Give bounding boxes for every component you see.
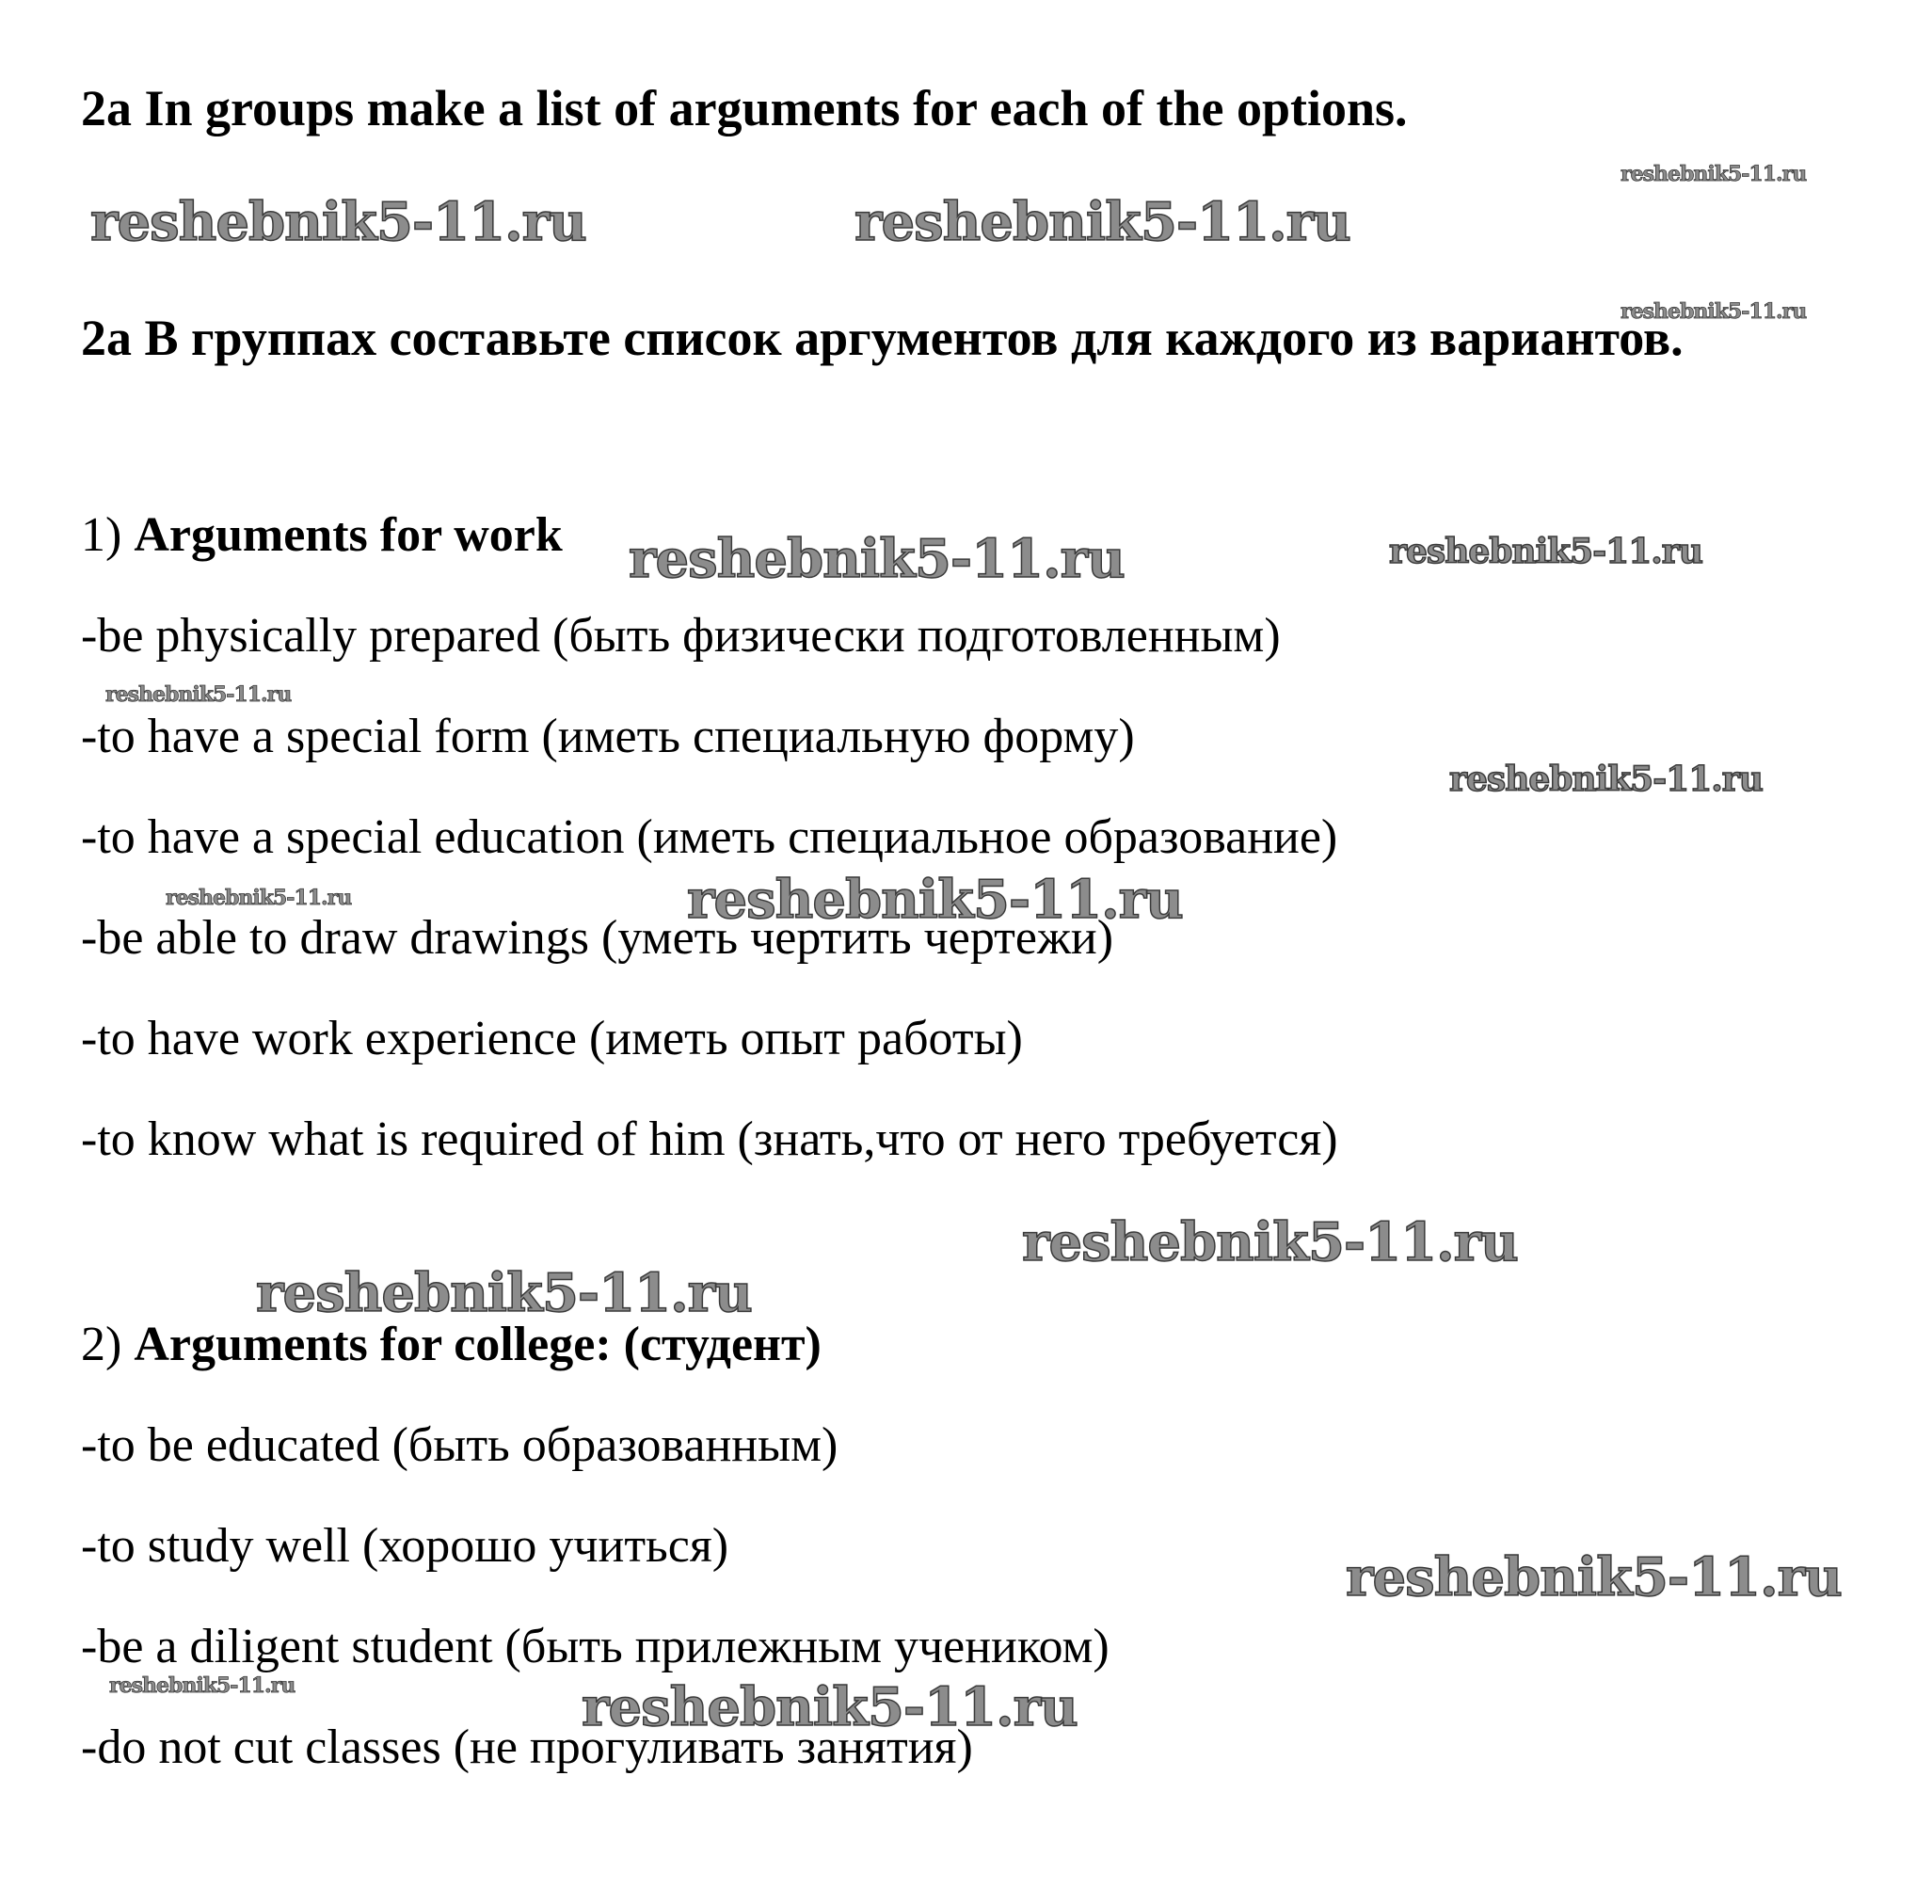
list-item: -be physically prepared (быть физически подготовленным) [81,609,1281,663]
list-item: -to know what is required of him (знать,что от него требуется) [81,1112,1338,1166]
watermark: reshebnik5-11.ru [109,1673,295,1698]
list-item: -to be educated (быть образованным) [81,1418,838,1472]
watermark: reshebnik5-11.ru [256,1262,752,1324]
watermark: reshebnik5-11.ru [854,191,1350,253]
list-item: -do not cut classes (не прогуливать занятия) [81,1720,973,1774]
section-2-number: 2) [81,1318,122,1371]
watermark: reshebnik5-11.ru [582,1676,1078,1738]
section-1-title: Arguments for work [134,508,563,562]
watermark: reshebnik5-11.ru [166,886,352,910]
list-item: -be able to draw drawings (уметь чертить чертежи) [81,911,1114,965]
watermark: reshebnik5-11.ru [1621,299,1807,324]
task-russian: 2a В группах составьте список аргументов для каждого из вариантов. [81,310,1684,366]
list-item: -to have a special form (иметь специальную форму) [81,710,1135,763]
list-item: -to study well (хорошо учиться) [81,1519,729,1573]
watermark: reshebnik5-11.ru [1621,162,1807,186]
watermark: reshebnik5-11.ru [1449,760,1763,799]
watermark: reshebnik5-11.ru [1346,1546,1842,1608]
task-english: 2a In groups make a list of arguments for each of the options. [81,80,1408,136]
section-2-title: Arguments for college: (студент) [134,1318,822,1371]
watermark: reshebnik5-11.ru [687,869,1183,931]
list-item: -to have a special education (иметь специальное образование) [81,810,1338,864]
list-item: -to have work experience (иметь опыт работы) [81,1012,1023,1065]
watermark: reshebnik5-11.ru [105,682,292,707]
list-item: -be a diligent student (быть прилежным учеником) [81,1620,1110,1673]
section-1-number: 1) [81,508,122,562]
watermark: reshebnik5-11.ru [1389,532,1702,571]
section-1-heading [81,508,563,562]
watermark: reshebnik5-11.ru [90,191,586,253]
section-2-heading [81,1320,822,1369]
watermark: reshebnik5-11.ru [629,528,1125,590]
watermark: reshebnik5-11.ru [1022,1211,1518,1273]
